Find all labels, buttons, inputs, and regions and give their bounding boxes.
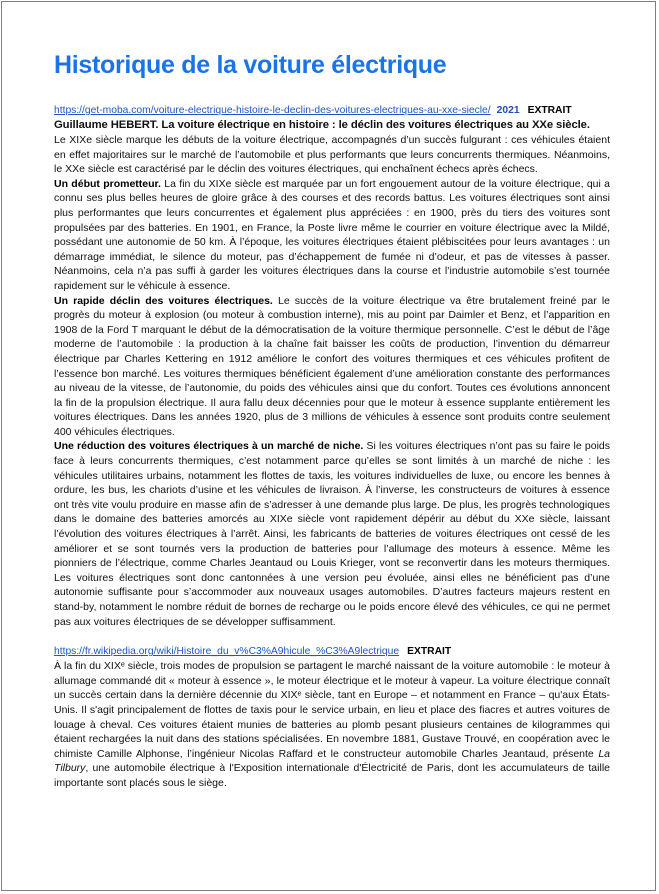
source-link-2[interactable]: https://fr.wikipedia.org/wiki/Histoire_du_v%C3%A9hicule_%C3%A9lectrique [54,646,400,658]
section-text: Si les voitures électriques n’ont pas su faire le poids face à leurs concurrents thermiques, c’est notamment parce qu’elles se sont limités à un marché de niche : les véhicules utilitaires urbains, notamment les flottes de taxis, les voitures individuelles de luxe, ou encore les bennes à ordure, les bus, les chariots d’usine et les véhicules de livraison. À l’inverse, les constructeurs de voitures à essence ont très vite voulu produire en masse afin de s’adresser à une demande plus large. De plus, les progrès technologiques dans le domaine des batteries amorcés au XIXe siècle vont rapidement dépérir au début du XXe siècle, laissant l’évolution des voitures électriques à l’arrêt. Ainsi, les fabricants de batteries de voitures électriques ont cessé de les améliorer et se sont tournés vers la production de batteries pour l’allumage des moteurs à essence. Même les pionniers de l’électrique, comme Charles Jeantaud ou Louis Krieger, vont se reconvertir dans les moteurs thermiques. Les voitures électriques sont donc cantonnées à une version peu évoluée, ainsi elles ne bénéficient pas d’une autonomie suffisante pour s’accommoder aux nouveaux usages automobiles. D’autres facteurs majeurs restent en stand-by, notamment le nombre réduit de bornes de recharge ou le poids encore élevé des véhicules, ce qui ne permet pas aux voitures électriques de se développer suffisamment. [54,440,610,628]
document-page [1,1,656,891]
extract-label-1: EXTRAIT [527,105,572,116]
extract-label-2: EXTRAIT [407,646,452,658]
source-year: 2021 [496,105,520,116]
article-lead: Guillaume HEBERT. La voiture électrique en histoire : le déclin des voitures électriques au XXe siècle. [54,119,590,131]
wiki-text-after: , une automobile électrique à l'Exposition internationale d'Électricité de Paris, dont les accumulateurs de taille importante sont placés sous le siège. [54,762,610,789]
intro-paragraph: Le XIXe siècle marque les débuts de la voiture électrique, accompagnés d’un succès fulgurant : ces véhicules étaient en effet majoritaires sur le marché de l’automobile et plus performants que leurs concurrents thermiques. Néanmoins, le XXe siècle est caractérisé par le déclin des voitures électriques, qui enchaînent échecs après échecs. [54,134,610,176]
source-link-1[interactable]: https://get-moba.com/voiture-electrique-histoire-le-declin-des-voitures-electriques-au-xxe-siecle/ [54,105,491,116]
section-text: La fin du XIXe siècle est marquée par un fort engouement autour de la voiture électrique, qui a connu ses plus belles heures de gloire grâce à des courses et des records battus. Les voitures électriques sont ainsi plus performantes que leurs concurrentes et également plus appréciées : en 1900, près du tiers des voitures sont propulsées par des batteries. En 1901, en France, la Poste livre même le courrier en voiture électrique avec la Mildé, possédant une autonomie de 50 km. À l’époque, les voitures électriques étaient plébiscitées pour leurs avantages : un démarrage immédiat, le silence du moteur, pas d’échappement de fumée ni d’odeur, et pas de vitesses à passer. Néanmoins, cela n’a pas suffi à garder les voitures électriques dans la course et l’industrie automobile s’est tournée rapidement sur le véhicule à essence. [54,177,610,292]
source-line-2 [54,645,610,659]
section-paragraph [54,439,610,629]
section-paragraph [54,177,610,294]
section-text: Le succès de la voiture électrique va être brutalement freiné par le progrès du moteur à explosion (ou moteur à combustion interne), mis au point par Daimler et Benz, et l’apparition en 1908 de la Ford T marquant le début de la démocratisation de la voiture thermique personnelle. C’est le début de l’âge moderne de l’automobile : la production à la chaîne fait baisser les coûts de production, l’invention du démarreur électrique par Charles Kettering en 1912 améliore le confort des voitures thermiques et ces véhicules profitent de l’essence bon marché. Les voitures thermiques bénéficient également d’une amélioration constante des performances au niveau de la vitesse, de l’autonomie, du poids des véhicules ainsi que du confort. Toutes ces évolutions annoncent la fin de la propulsion électrique. Il aura fallu deux décennies pour que le moteur à essence supplante entièrement les voitures électriques. Dans les années 1920, plus de 3 millions de véhicules à essence sont produits contre seulement 400 véhicules électriques. [54,294,610,438]
wiki-text-before: À la fin du XIXᵉ siècle, trois modes de propulsion se partagent le marché naissant de la voiture automobile : le moteur à allumage commandé dit « moteur à essence », le moteur électrique et le moteur à vapeur. La voiture électrique connaît un succès certain dans la dernière décennie du XIXᵉ siècle, tant en Europe – et notamment en France – qu'aux États-Unis. Il s'agit principalement de flottes de taxis pour le service urbain, en lieu et place des fiacres et autres voitures de louage à cheval. Ces voitures étaient munies de batteries au plomb pesant plusieurs centaines de kilogrammes qui étaient rechargées la nuit dans des stations spécialisées. En novembre 1881, Gustave Trouvé, en coopération avec le chimiste Camille Alphonse, l’ingénieur Nicolas Raffard et le constructeur automobile Charles Jeantaud, présente [54,660,610,760]
section-heading: Un début prometteur. [54,177,161,190]
source-line-1 [54,104,610,118]
wikipedia-paragraph [54,659,610,790]
page-title: Historique de la voiture électrique [54,51,447,79]
section-paragraph [54,294,610,440]
section-heading: Une réduction des voitures électriques à un marché de niche. [54,440,364,453]
wiki-italic-title: La Tilbury [54,747,610,775]
section-heading: Un rapide déclin des voitures électriques. [54,294,273,307]
document-content [54,50,610,791]
